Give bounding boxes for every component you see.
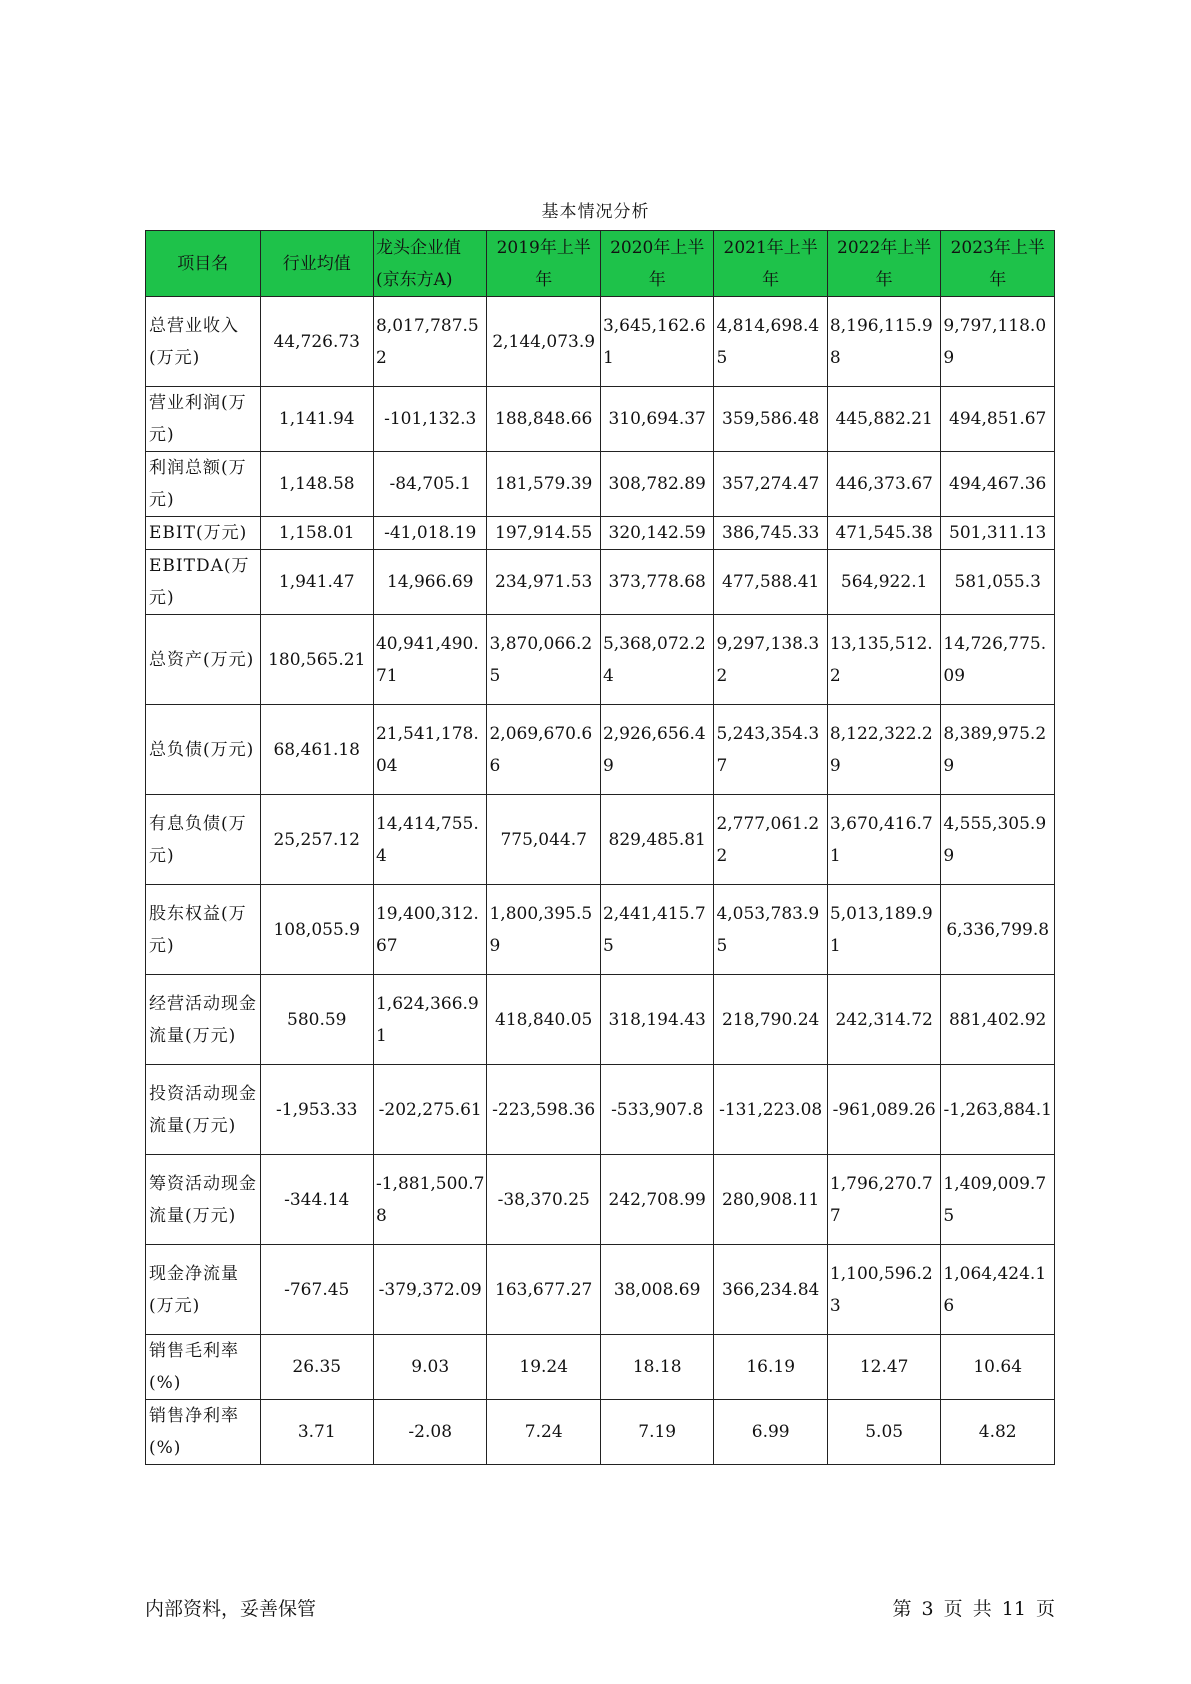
cell-value: 494,467.36 (941, 452, 1055, 517)
cell-value: 12.47 (827, 1335, 940, 1400)
header-2021h1: 2021年上半年 (714, 231, 827, 297)
table-row (146, 795, 1055, 885)
table-row (146, 387, 1055, 452)
page-total: 共 11 页 (972, 1598, 1055, 1620)
cell-value: 2,069,670.66 (487, 705, 600, 795)
cell-value: 16.19 (714, 1335, 827, 1400)
table-header-row (146, 231, 1055, 297)
cell-value: 26.35 (260, 1335, 373, 1400)
cell-value: 8,122,322.29 (827, 705, 940, 795)
cell-value: 477,588.41 (714, 550, 827, 615)
cell-value: -1,263,884.1 (941, 1065, 1055, 1155)
row-label: 经营活动现金流量(万元) (146, 975, 261, 1065)
cell-value: 4,053,783.95 (714, 885, 827, 975)
header-2020h1: 2020年上半年 (600, 231, 713, 297)
cell-value: 6.99 (714, 1400, 827, 1465)
cell-value: 418,840.05 (487, 975, 600, 1065)
cell-value: 4,555,305.99 (941, 795, 1055, 885)
row-label: 总资产(万元) (146, 615, 261, 705)
cell-value: 564,922.1 (827, 550, 940, 615)
cell-value: 108,055.9 (260, 885, 373, 975)
cell-value: 2,777,061.22 (714, 795, 827, 885)
table-row (146, 297, 1055, 387)
cell-value: -223,598.36 (487, 1065, 600, 1155)
cell-value: 1,409,009.75 (941, 1155, 1055, 1245)
row-label: 有息负债(万元) (146, 795, 261, 885)
cell-value: 7.24 (487, 1400, 600, 1465)
cell-value: 5,368,072.24 (600, 615, 713, 705)
cell-value: 9,797,118.09 (941, 297, 1055, 387)
cell-value: 357,274.47 (714, 452, 827, 517)
table-row (146, 1400, 1055, 1465)
cell-value: 881,402.92 (941, 975, 1055, 1065)
row-label: 总营业收入(万元) (146, 297, 261, 387)
header-industry-average: 行业均值 (260, 231, 373, 297)
header-2019h1: 2019年上半年 (487, 231, 600, 297)
table-row (146, 1335, 1055, 1400)
table-row (146, 1155, 1055, 1245)
table-row (146, 452, 1055, 517)
cell-value: 6,336,799.8 (941, 885, 1055, 975)
cell-value: 9,297,138.32 (714, 615, 827, 705)
cell-value: 9.03 (373, 1335, 486, 1400)
cell-value: 320,142.59 (600, 517, 713, 550)
cell-value: 829,485.81 (600, 795, 713, 885)
row-label: 销售净利率(%) (146, 1400, 261, 1465)
cell-value: 14,726,775.09 (941, 615, 1055, 705)
cell-value: 366,234.84 (714, 1245, 827, 1335)
table-body (146, 297, 1055, 1465)
cell-value: 38,008.69 (600, 1245, 713, 1335)
header-2023h1: 2023年上半年 (941, 231, 1055, 297)
row-label: 投资活动现金流量(万元) (146, 1065, 261, 1155)
cell-value: 181,579.39 (487, 452, 600, 517)
cell-value: -1,881,500.78 (373, 1155, 486, 1245)
cell-value: 1,158.01 (260, 517, 373, 550)
cell-value: 14,414,755.4 (373, 795, 486, 885)
cell-value: 580.59 (260, 975, 373, 1065)
cell-value: 2,441,415.75 (600, 885, 713, 975)
cell-value: 3.71 (260, 1400, 373, 1465)
header-leader-value: 龙头企业值(京东方A) (373, 231, 486, 297)
cell-value: 318,194.43 (600, 975, 713, 1065)
cell-value: 180,565.21 (260, 615, 373, 705)
cell-value: 242,314.72 (827, 975, 940, 1065)
table-row (146, 705, 1055, 795)
cell-value: 1,100,596.23 (827, 1245, 940, 1335)
cell-value: 3,870,066.25 (487, 615, 600, 705)
table-row (146, 975, 1055, 1065)
cell-value: 445,882.21 (827, 387, 940, 452)
table-row (146, 550, 1055, 615)
table-row (146, 1065, 1055, 1155)
cell-value: -202,275.61 (373, 1065, 486, 1155)
cell-value: 25,257.12 (260, 795, 373, 885)
row-label: 筹资活动现金流量(万元) (146, 1155, 261, 1245)
cell-value: 44,726.73 (260, 297, 373, 387)
cell-value: 10.64 (941, 1335, 1055, 1400)
header-2022h1: 2022年上半年 (827, 231, 940, 297)
cell-value: 501,311.13 (941, 517, 1055, 550)
cell-value: -84,705.1 (373, 452, 486, 517)
footer-page-number (893, 1596, 1055, 1622)
cell-value: 19,400,312.67 (373, 885, 486, 975)
cell-value: 19.24 (487, 1335, 600, 1400)
cell-value: 280,908.11 (714, 1155, 827, 1245)
cell-value: 1,141.94 (260, 387, 373, 452)
header-item-name: 项目名 (146, 231, 261, 297)
row-label: 总负债(万元) (146, 705, 261, 795)
cell-value: 4,814,698.45 (714, 297, 827, 387)
cell-value: 373,778.68 (600, 550, 713, 615)
table-row (146, 1245, 1055, 1335)
cell-value: -38,370.25 (487, 1155, 600, 1245)
cell-value: -533,907.8 (600, 1065, 713, 1155)
row-label: EBIT(万元) (146, 517, 261, 550)
cell-value: 581,055.3 (941, 550, 1055, 615)
cell-value: 471,545.38 (827, 517, 940, 550)
basic-analysis-table (145, 230, 1055, 1465)
row-label: 现金净流量(万元) (146, 1245, 261, 1335)
cell-value: 1,624,366.91 (373, 975, 486, 1065)
cell-value: 3,670,416.71 (827, 795, 940, 885)
table-row (146, 615, 1055, 705)
cell-value: -101,132.3 (373, 387, 486, 452)
cell-value: 8,389,975.29 (941, 705, 1055, 795)
cell-value: 494,851.67 (941, 387, 1055, 452)
cell-value: 218,790.24 (714, 975, 827, 1065)
cell-value: 5,243,354.37 (714, 705, 827, 795)
table-row (146, 885, 1055, 975)
cell-value: 4.82 (941, 1400, 1055, 1465)
cell-value: 163,677.27 (487, 1245, 600, 1335)
row-label: 股东权益(万元) (146, 885, 261, 975)
cell-value: 5,013,189.91 (827, 885, 940, 975)
cell-value: -961,089.26 (827, 1065, 940, 1155)
cell-value: 1,148.58 (260, 452, 373, 517)
cell-value: -344.14 (260, 1155, 373, 1245)
cell-value: 2,144,073.9 (487, 297, 600, 387)
cell-value: 310,694.37 (600, 387, 713, 452)
cell-value: 1,064,424.16 (941, 1245, 1055, 1335)
cell-value: 234,971.53 (487, 550, 600, 615)
cell-value: 8,196,115.98 (827, 297, 940, 387)
cell-value: 359,586.48 (714, 387, 827, 452)
cell-value: 13,135,512.2 (827, 615, 940, 705)
cell-value: 3,645,162.61 (600, 297, 713, 387)
row-label: 利润总额(万元) (146, 452, 261, 517)
page-current: 第 3 页 (892, 1598, 963, 1620)
cell-value: 21,541,178.04 (373, 705, 486, 795)
cell-value: 1,800,395.59 (487, 885, 600, 975)
cell-value: -2.08 (373, 1400, 486, 1465)
row-label: 营业利润(万元) (146, 387, 261, 452)
cell-value: -767.45 (260, 1245, 373, 1335)
cell-value: 5.05 (827, 1400, 940, 1465)
cell-value: 386,745.33 (714, 517, 827, 550)
cell-value: 40,941,490.71 (373, 615, 486, 705)
cell-value: -41,018.19 (373, 517, 486, 550)
cell-value: 308,782.89 (600, 452, 713, 517)
cell-value: 1,941.47 (260, 550, 373, 615)
cell-value: 14,966.69 (373, 550, 486, 615)
row-label: EBITDA(万元) (146, 550, 261, 615)
page-title: 基本情况分析 (541, 202, 650, 222)
cell-value: 775,044.7 (487, 795, 600, 885)
row-label: 销售毛利率(%) (146, 1335, 261, 1400)
cell-value: 188,848.66 (487, 387, 600, 452)
cell-value: -1,953.33 (260, 1065, 373, 1155)
footer-confidential-note: 内部资料，妥善保管 (145, 1598, 317, 1620)
cell-value: 242,708.99 (600, 1155, 713, 1245)
cell-value: 446,373.67 (827, 452, 940, 517)
cell-value: 68,461.18 (260, 705, 373, 795)
cell-value: 1,796,270.77 (827, 1155, 940, 1245)
cell-value: 8,017,787.52 (373, 297, 486, 387)
cell-value: 7.19 (600, 1400, 713, 1465)
cell-value: -131,223.08 (714, 1065, 827, 1155)
cell-value: 2,926,656.49 (600, 705, 713, 795)
cell-value: 18.18 (600, 1335, 713, 1400)
cell-value: 197,914.55 (487, 517, 600, 550)
table-row (146, 517, 1055, 550)
cell-value: -379,372.09 (373, 1245, 486, 1335)
